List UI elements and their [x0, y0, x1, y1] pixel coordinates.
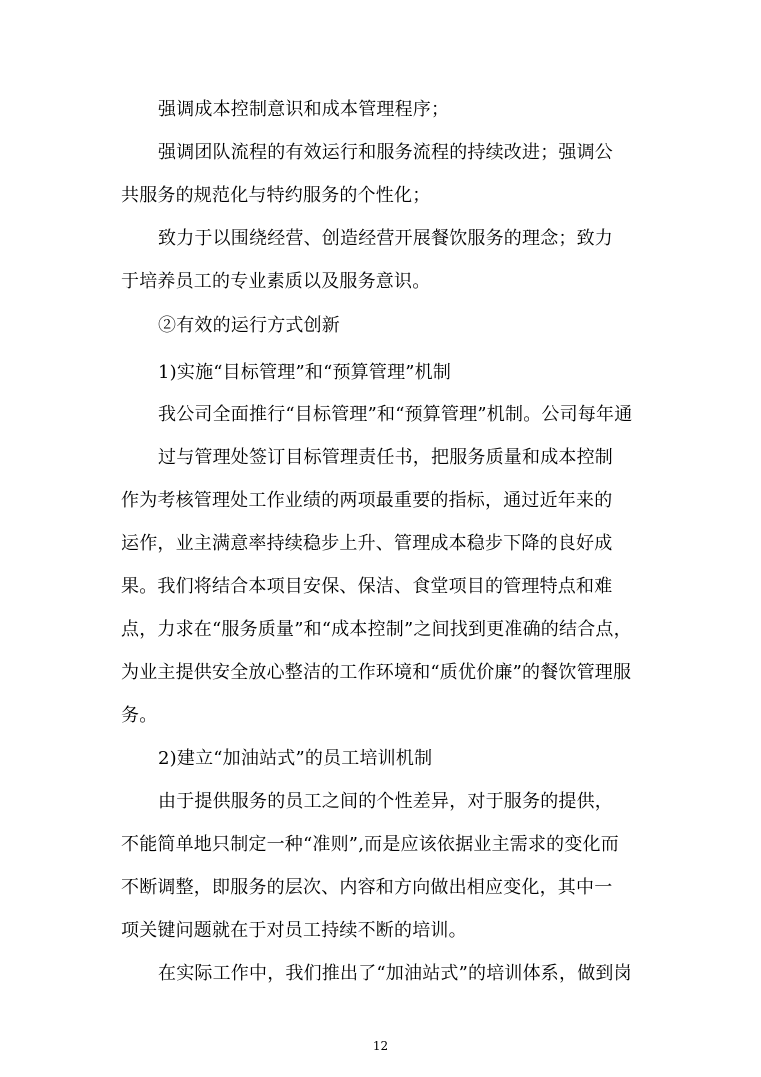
text-line: 共服务的规范化与特约服务的个性化；	[121, 185, 431, 206]
subsection-heading: 2)建立“加油站式”的员工培训机制	[158, 748, 433, 769]
text-line: 我公司全面推行“目标管理”和“预算管理”机制。公司每年通	[158, 404, 633, 425]
text-line: 致力于以围绕经营、创造经营开展餐饮服务的理念；致力	[158, 228, 613, 249]
text-line: 不能简单地只制定一种“准则”,而是应该依据业主需求的变化而	[121, 834, 619, 855]
text-line: 运作，业主满意率持续稳步上升、管理成本稳步下降的良好成	[121, 533, 613, 554]
text-line: 强调团队流程的有效运行和服务流程的持续改进；强调公	[158, 142, 613, 163]
text-line: 由于提供服务的员工之间的个性差异，对于服务的提供，	[158, 791, 613, 812]
text-line: 点，力求在“服务质量”和“成本控制”之间找到更准确的结合点，	[121, 619, 632, 640]
text-line: 务。	[121, 705, 158, 726]
text-line: 作为考核管理处工作业绩的两项最重要的指标，通过近年来的	[121, 490, 613, 511]
text-line: 果。我们将结合本项目安保、保洁、食堂项目的管理特点和难	[121, 576, 613, 597]
text-line: 项关键问题就在于对员工持续不断的培训。	[121, 920, 467, 941]
subsection-heading: 1)实施“目标管理”和“预算管理”机制	[158, 362, 452, 383]
text-line: 为业主提供安全放心整洁的工作环境和“质优价廉”的餐饮管理服	[121, 662, 632, 683]
text-line: 过与管理处签订目标管理责任书，把服务质量和成本控制	[158, 447, 613, 468]
page-number: 12	[372, 1039, 389, 1053]
text-line: 强调成本控制意识和成本管理程序；	[158, 99, 450, 120]
text-line: 不断调整，即服务的层次、内容和方向做出相应变化，其中一	[121, 877, 613, 898]
text-line: 于培养员工的专业素质以及服务意识。	[121, 271, 431, 292]
text-line: 在实际工作中，我们推出了“加油站式”的培训体系，做到岗	[158, 963, 632, 984]
section-heading: ②有效的运行方式创新	[158, 315, 340, 336]
